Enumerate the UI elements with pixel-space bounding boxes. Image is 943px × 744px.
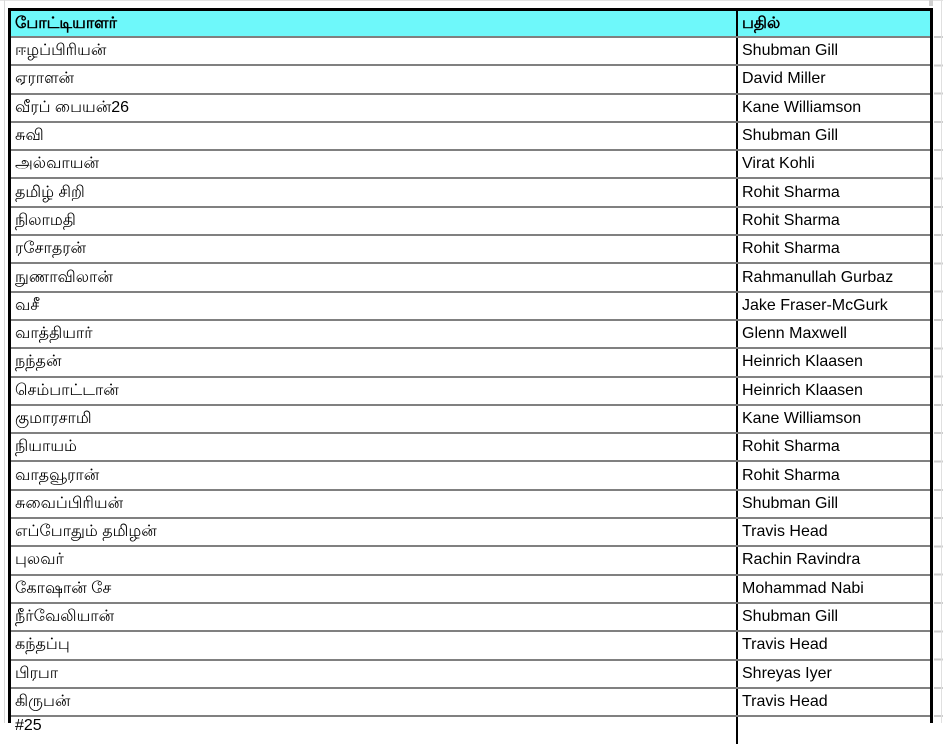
cell-competitor[interactable]: எப்போதும் தமிழன் (11, 518, 737, 546)
cell-competitor[interactable]: வீரப் பையன்26 (11, 94, 737, 122)
cell-answer[interactable]: Virat Kohli (737, 150, 930, 178)
header-competitor[interactable]: போட்டியாளர் (11, 11, 737, 37)
table-row (11, 65, 930, 93)
cell-answer[interactable]: Kane Williamson (737, 405, 930, 433)
table-row (11, 348, 930, 376)
cell-competitor[interactable]: நீர்வேலியான் (11, 603, 737, 631)
cell-competitor[interactable]: நுணாவிலான் (11, 263, 737, 291)
cell-competitor[interactable]: ரசோதரன் (11, 235, 737, 263)
cell-answer[interactable]: Rohit Sharma (737, 433, 930, 461)
cell-competitor[interactable]: செம்பாட்டான் (11, 377, 737, 405)
table-row (11, 207, 930, 235)
table-row (11, 433, 930, 461)
sheet-gridline-left (4, 0, 5, 723)
table-row (11, 320, 930, 348)
cell-competitor[interactable]: #25 (15, 717, 42, 735)
cell-answer[interactable]: Heinrich Klaasen (737, 348, 930, 376)
cell-answer[interactable]: Rahmanullah Gurbaz (737, 263, 930, 291)
cell-competitor[interactable]: சுவைப்பிரியன் (11, 490, 737, 518)
table-row (11, 292, 930, 320)
cell-answer[interactable]: Glenn Maxwell (737, 320, 930, 348)
table-row (11, 603, 930, 631)
cell-answer[interactable]: Mohammad Nabi (737, 575, 930, 603)
cell-competitor[interactable]: ஈழப்பிரியன் (11, 37, 737, 65)
table-row (11, 461, 930, 489)
table-row (11, 377, 930, 405)
cell-answer[interactable]: Shubman Gill (737, 37, 930, 65)
cell-answer[interactable]: Rohit Sharma (737, 461, 930, 489)
cell-answer[interactable]: Shubman Gill (737, 122, 930, 150)
cell-answer[interactable]: Heinrich Klaasen (737, 377, 930, 405)
cell-competitor[interactable]: நந்தன் (11, 348, 737, 376)
cell-competitor[interactable]: பிரபா (11, 660, 737, 688)
quiz-table-container (8, 8, 933, 735)
cell-competitor[interactable]: வசீ (11, 292, 737, 320)
cell-competitor[interactable]: ஏராளன் (11, 65, 737, 93)
cell-answer[interactable]: Kane Williamson (737, 94, 930, 122)
cell-answer[interactable]: Shubman Gill (737, 603, 930, 631)
table-row (11, 150, 930, 178)
header-answer[interactable]: பதில் (737, 11, 930, 37)
cell-competitor[interactable]: நியாயம் (11, 433, 737, 461)
table-row-partial (11, 716, 930, 744)
cell-answer[interactable]: Travis Head (737, 631, 930, 659)
header-row (11, 11, 930, 37)
table-row (11, 688, 930, 716)
cell-answer[interactable]: David Miller (737, 65, 930, 93)
table-row (11, 263, 930, 291)
cell-answer[interactable]: Shubman Gill (737, 490, 930, 518)
cell-answer[interactable] (737, 716, 930, 744)
cell-competitor[interactable]: தமிழ் சிறி (11, 178, 737, 206)
sheet-corner-mark (929, 0, 933, 6)
cell-competitor[interactable]: புலவர் (11, 546, 737, 574)
cell-competitor[interactable]: வாத்தியார் (11, 320, 737, 348)
cell-answer[interactable]: Travis Head (737, 518, 930, 546)
cell-answer[interactable]: Shreyas Iyer (737, 660, 930, 688)
table-row (11, 235, 930, 263)
table-row (11, 178, 930, 206)
cell-competitor[interactable]: அல்வாயன் (11, 150, 737, 178)
cell-answer[interactable]: Jake Fraser-McGurk (737, 292, 930, 320)
sheet-gridline-far-right (941, 0, 942, 723)
cell-answer[interactable]: Rohit Sharma (737, 178, 930, 206)
table-row (11, 546, 930, 574)
table-row (11, 405, 930, 433)
sheet-gridline-top (0, 0, 943, 1)
cell-answer[interactable]: Rohit Sharma (737, 235, 930, 263)
table-row (11, 518, 930, 546)
cell-answer[interactable]: Travis Head (737, 688, 930, 716)
cell-competitor[interactable]: சுவி (11, 122, 737, 150)
table-row (11, 37, 930, 65)
cell-answer[interactable]: Rachin Ravindra (737, 546, 930, 574)
cell-competitor[interactable]: வாதவூரான் (11, 461, 737, 489)
table-row (11, 660, 930, 688)
quiz-table (11, 11, 930, 744)
table-row (11, 94, 930, 122)
table-row (11, 490, 930, 518)
cell-competitor[interactable]: கந்தப்பு (11, 631, 737, 659)
cell-competitor[interactable]: கிருபன் (11, 688, 737, 716)
cell-competitor[interactable]: கோஷான் சே (11, 575, 737, 603)
table-body (11, 37, 930, 744)
table-row (11, 631, 930, 659)
table-row (11, 575, 930, 603)
table-row (11, 122, 930, 150)
cell-competitor[interactable]: குமாரசாமி (11, 405, 737, 433)
cell-competitor[interactable]: நிலாமதி (11, 207, 737, 235)
cell-answer[interactable]: Rohit Sharma (737, 207, 930, 235)
